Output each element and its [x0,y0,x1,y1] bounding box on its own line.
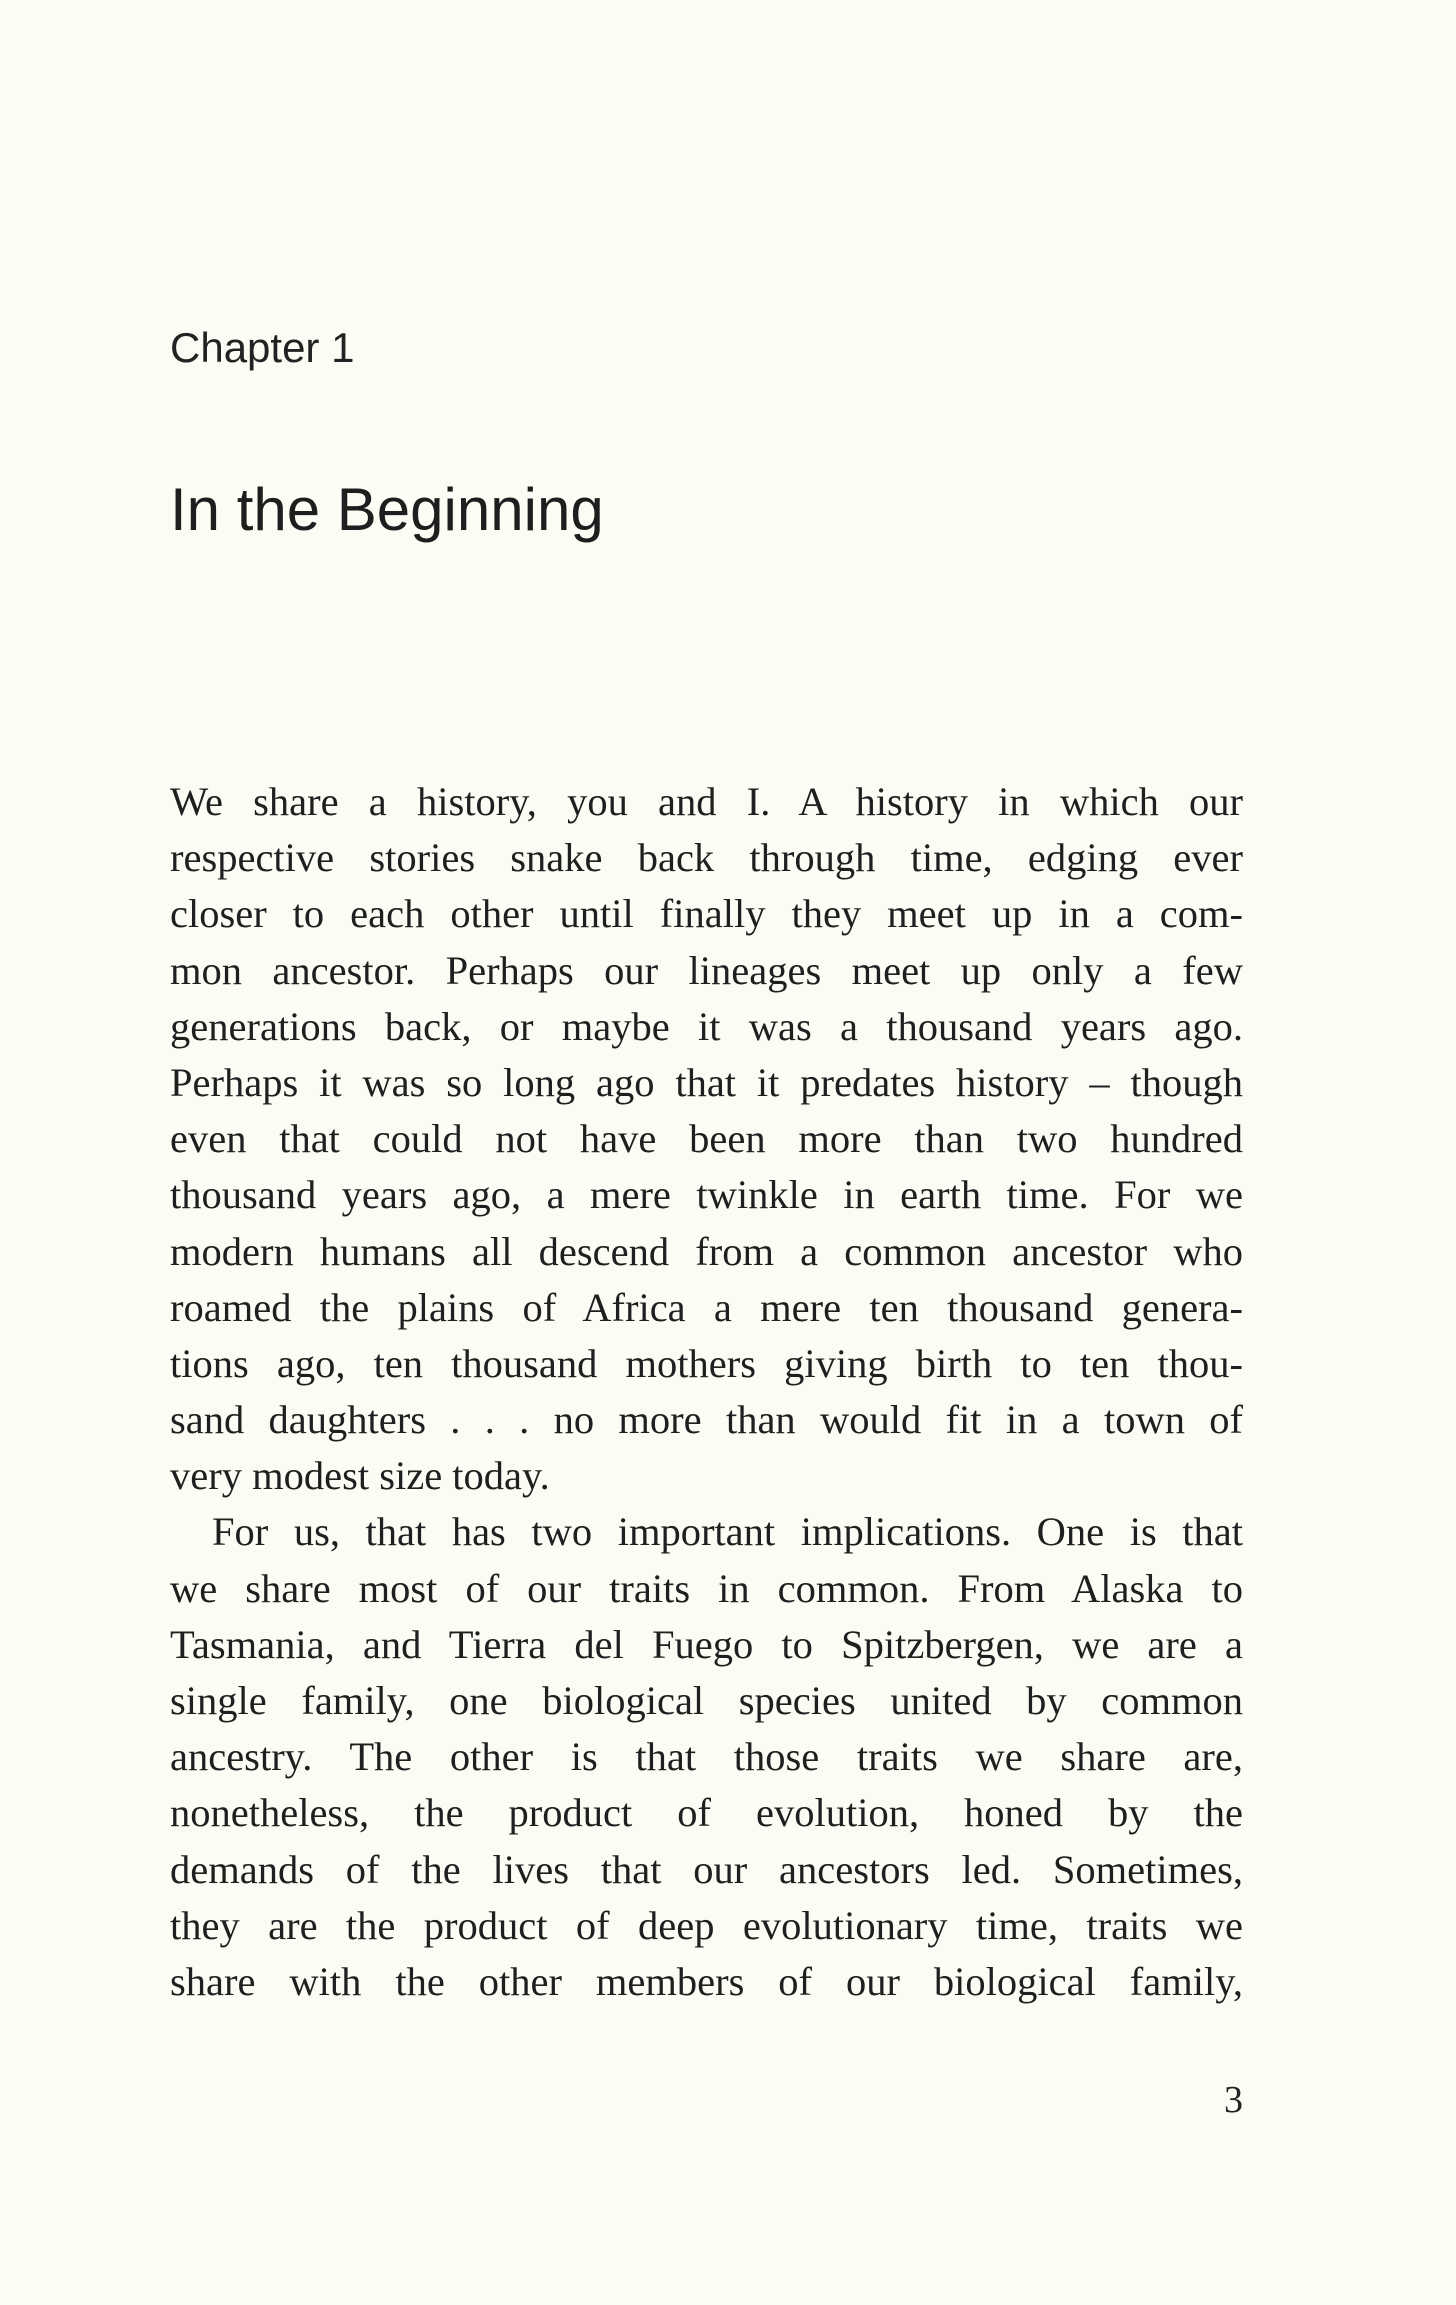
text-line: thousand years ago, a mere twinkle in earth time. For we [170,1172,1243,1218]
text-line: For us, that has two important implications. One is that [212,1509,1243,1555]
text-line: modern humans all descend from a common ancestor who [170,1228,1243,1274]
page-number: 3 [1224,2079,1243,2121]
paragraph-1 [170,774,1243,1504]
chapter-title: In the Beginning [170,476,604,543]
text-line: sand daughters . . . no more than would fit in a town of [170,1397,1243,1443]
text-line: Perhaps it was so long ago that it predates history – though [170,1059,1243,1105]
text-line: demands of the lives that our ancestors led. Sometimes, [170,1846,1243,1892]
chapter-label: Chapter 1 [170,324,355,371]
text-line: very modest size today. [170,1453,550,1499]
text-line: Tasmania, and Tierra del Fuego to Spitzbergen, we are a [170,1621,1243,1667]
text-line: ancestry. The other is that those traits we share are, [170,1734,1243,1780]
text-line: tions ago, ten thousand mothers giving birth to ten thou- [170,1340,1243,1386]
text-line: share with the other members of our biological family, [170,1958,1243,2004]
text-line: even that could not have been more than two hundred [170,1116,1243,1162]
text-line: we share most of our traits in common. From Alaska to [170,1565,1243,1611]
text-line: they are the product of deep evolutionary time, traits we [170,1902,1243,1948]
body-text [170,774,1243,2010]
paragraph-2 [170,1504,1243,2010]
text-line: respective stories snake back through time, edging ever [170,835,1243,881]
text-line: closer to each other until finally they meet up in a com- [170,891,1243,937]
text-line: nonetheless, the product of evolution, honed by the [170,1790,1243,1836]
text-line: We share a history, you and I. A history in which our [170,779,1243,824]
text-line: generations back, or maybe it was a thousand years ago. [170,1003,1243,1049]
text-line: roamed the plains of Africa a mere ten thousand genera- [170,1284,1243,1330]
text-line: single family, one biological species united by common [170,1678,1243,1723]
text-line: mon ancestor. Perhaps our lineages meet up only a few [170,947,1243,993]
